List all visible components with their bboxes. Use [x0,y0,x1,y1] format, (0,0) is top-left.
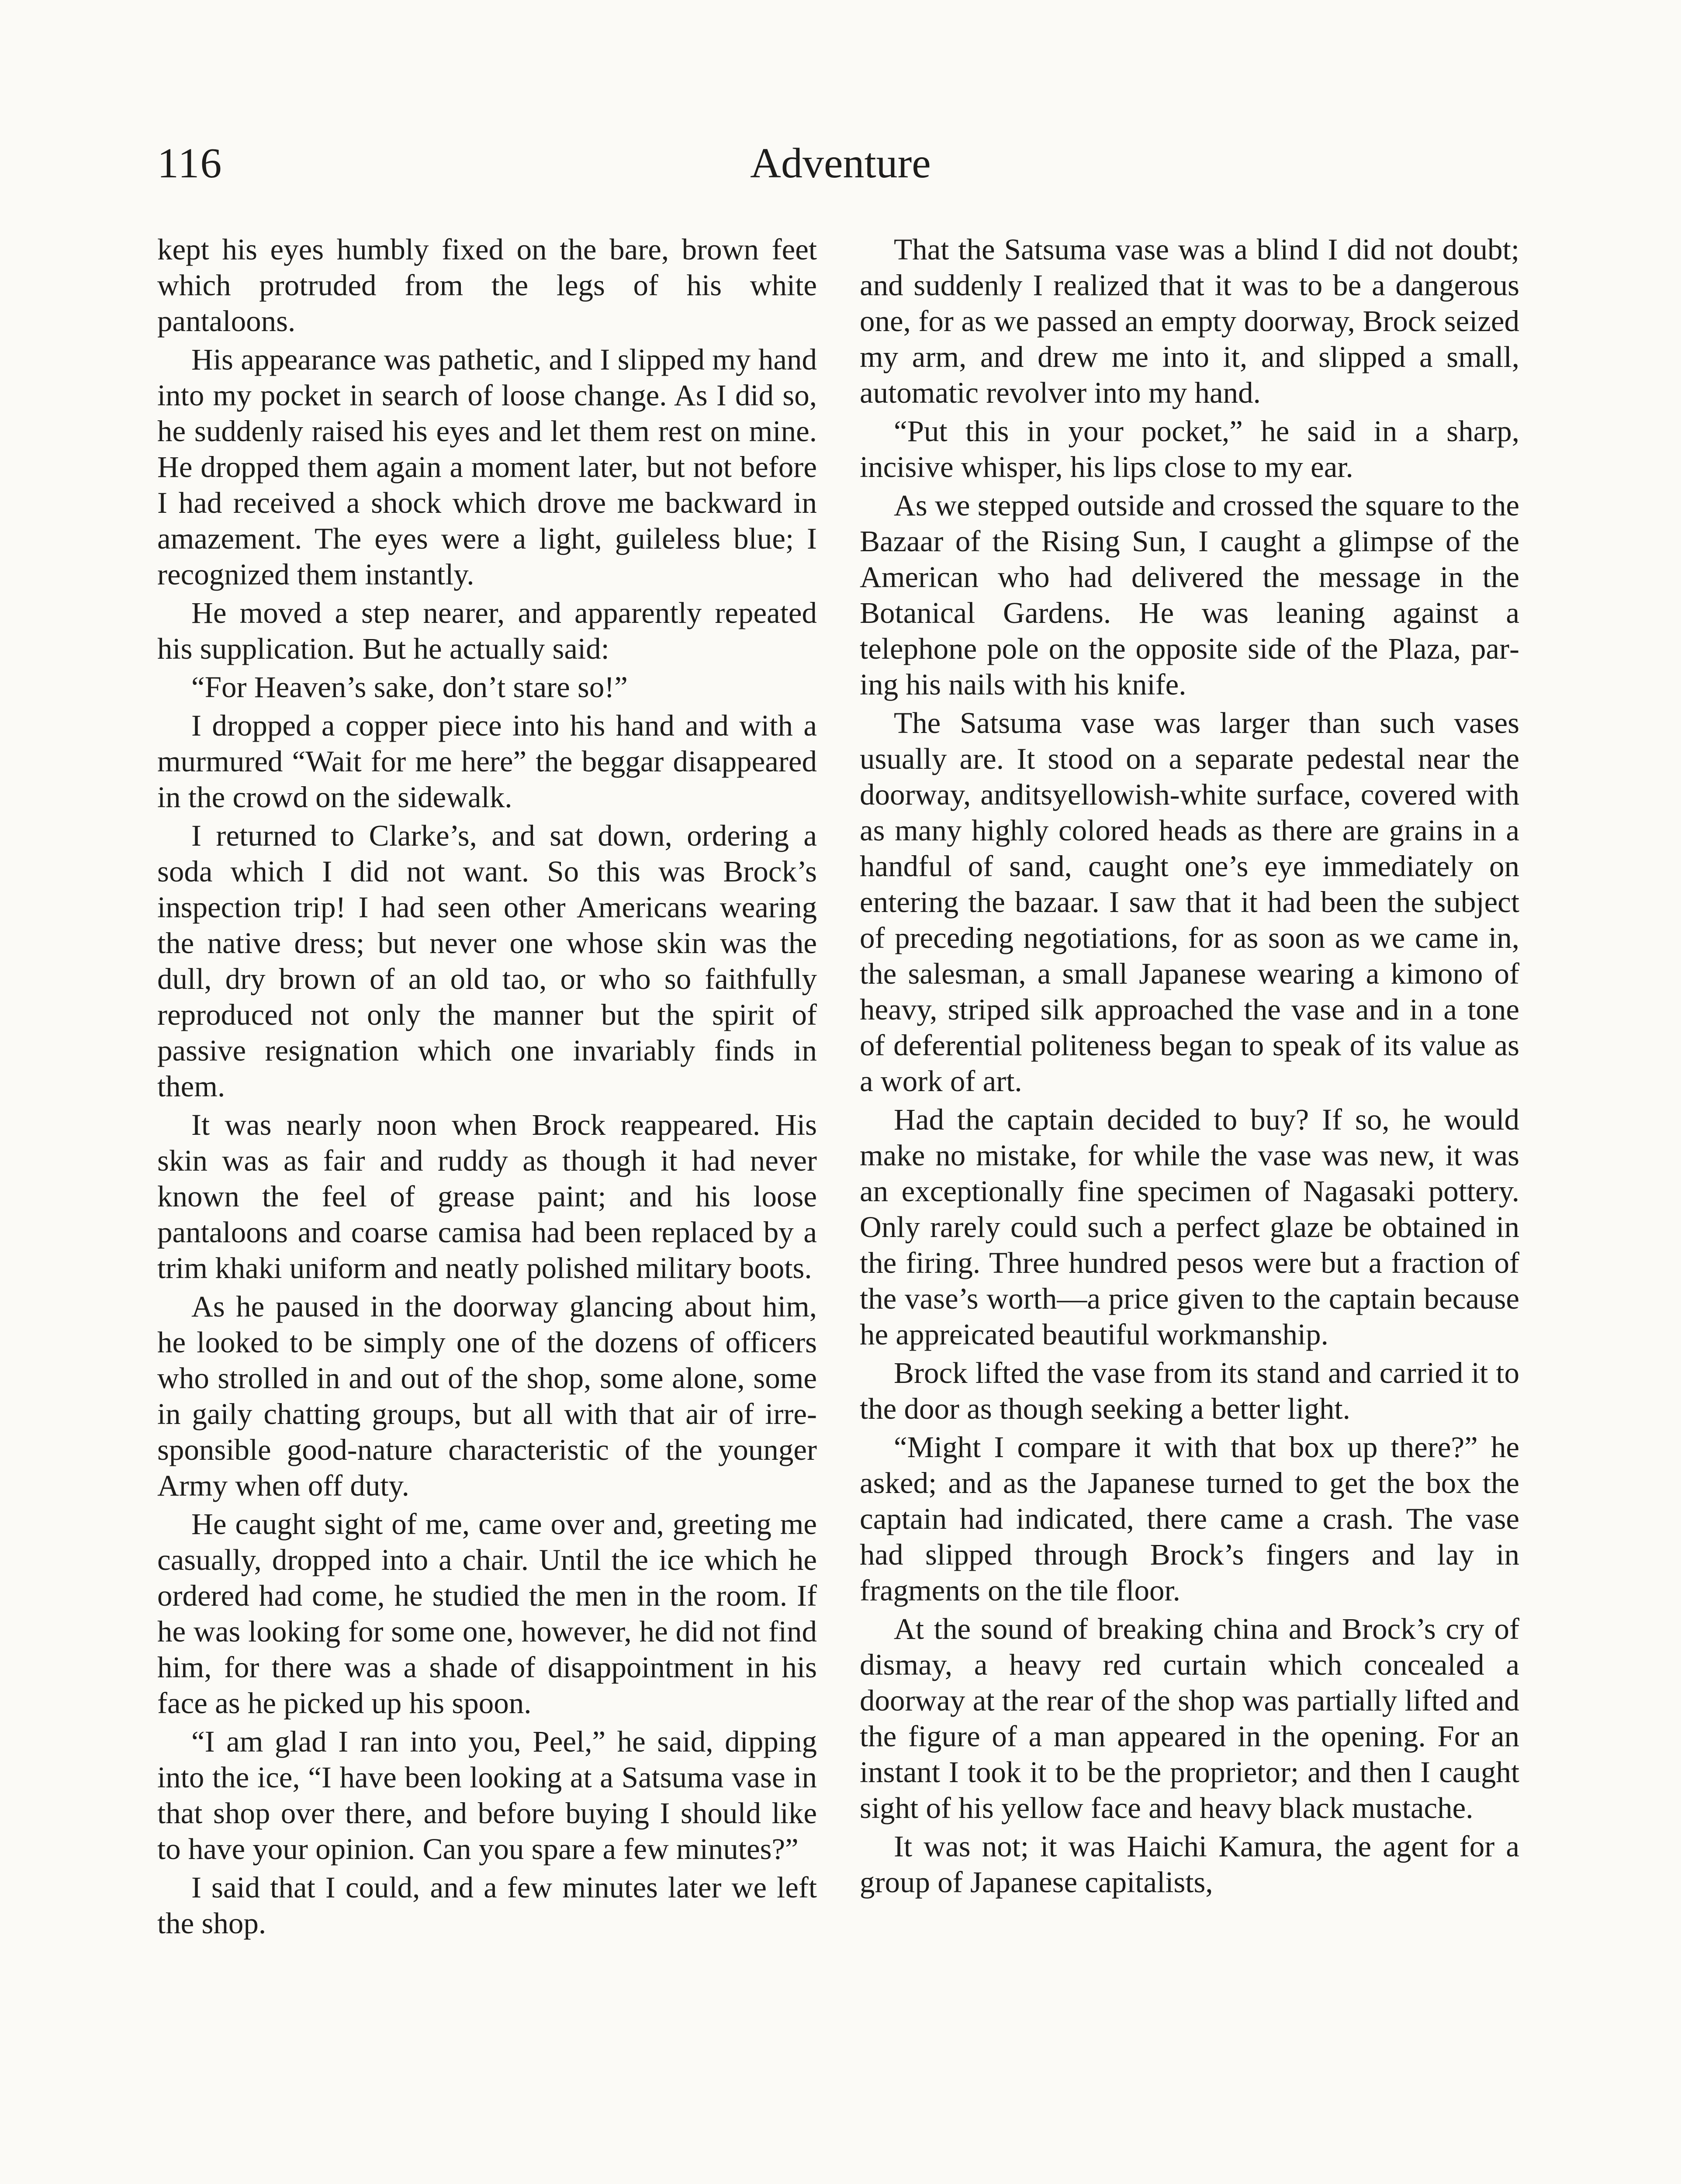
page-number: 116 [157,140,223,187]
paragraph: “I am glad I ran into you, Peel,” he said, dipping into the ice, “I have been looking at a Satsuma vase in that shop over there, and before buying I should like to have your opinion. Can you spare a few minutes?” [157,1725,817,1866]
paragraph: “Put this in your pocket,” he said in a sharp, incisive whisper, his lips close to my ear. [860,415,1519,484]
running-header [157,139,1524,204]
paragraph: The Satsuma vase was larger than such vases usually are. It stood on a separate pedestal near the doorway, anditsyellowish-white surface, covered with as many highly colored heads as there are grains in a handful of sand, caught one’s eye immediately on entering the bazaar. I saw that it had been the subject of preceding negotiations, for as soon as we came in, the salesman, a small Japanese wearing a kimono of heavy, striped silk approached the vase and in a tone of deferential politeness began to speak of its value as a work of art. [860,706,1519,1098]
paragraph: It was nearly noon when Brock reappeared. His skin was as fair and ruddy as though it had never known the feel of grease paint; and his loose pantaloons and coarse camisa had been replaced by a trim khaki uniform and neatly polished military boots. [157,1108,817,1285]
paragraph: “Might I compare it with that box up there?” he asked; and as the Japanese turned to get the box the captain had indicated, there came a crash. The vase had slipped through Brock’s fingers and lay in fragments on the tile floor. [860,1431,1519,1607]
paragraph: He caught sight of me, came over and, greeting me casually, dropped into a chair. Until the ice which he ordered had come, he studied the men in the room. If he was looking for some one, however, he did not find him, for there was a shade of disappointment in his face as he picked up his spoon. [157,1507,817,1720]
paragraph: kept his eyes humbly fixed on the bare, brown feet which protruded from the legs of his white pantaloons. [157,233,817,338]
paragraph: At the sound of breaking china and Brock’s cry of dismay, a heavy red curtain which concealed a doorway at the rear of the shop was partially lifted and the figure of a man appeared in the opening. For an instant I took it to be the proprietor; and then I caught sight of his yellow face and heavy black mustache. [860,1612,1519,1825]
running-title: Adventure [750,140,931,187]
paragraph: “For Heaven’s sake, don’t stare so!” [191,670,628,704]
paragraph: Brock lifted the vase from its stand and carried it to the door as though seeking a better light. [860,1356,1519,1425]
paragraph: He moved a step nearer, and apparently repeated his supplication. But he actually said: [157,596,817,665]
paragraph: It was not; it was Haichi Kamura, the agent for a group of Japanese capitalists, [860,1830,1519,1899]
paragraph: Had the captain decided to buy? If so, he would make no mistake, for while the vase was new, it was an exceptionally fine specimen of Nagasaki pottery. Only rarely could such a perfect glaze be obtained in the firing. Three hundred pesos were but a fraction of the vase’s worth—a price given to the captain because he appreicated beautiful workmanship. [860,1103,1519,1351]
paragraph: As he paused in the doorway glancing about him, he looked to be simply one of the dozens of officers who strolled in and out of the shop, some alone, some in gaily chatting groups, but all with that air of irresponsible good-nature characteristic of the younger Army when off duty. [157,1290,817,1502]
paragraph: As we stepped outside and crossed the square to the Bazaar of the Rising Sun, I caught a glimpse of the American who had delivered the message in the Botanical Gardens. He was leaning against a telephone pole on the opposite side of the Plaza, paring his nails with his knife. [860,489,1519,701]
right-column [860,232,1519,2184]
paragraph: I returned to Clarke’s, and sat down, ordering a soda which I did not want. So this was Brock’s inspection trip! I had seen other Americans wearing the native dress; but never one whose skin was the dull, dry brown of an old tao, or who so faithfully reproduced not only the manner but the spirit of passive resignation which one invariably finds in them. [157,819,817,1103]
paragraph: That the Satsuma vase was a blind I did not doubt; and suddenly I realized that it was to be a dangerous one, for as we passed an empty doorway, Brock seized my arm, and drew me into it, and slipped a small, automatic revolver into my hand. [860,233,1519,409]
paragraph: His appearance was pathetic, and I slipped my hand into my pocket in search of loose change. As I did so, he suddenly raised his eyes and let them rest on mine. He dropped them again a moment later, but not before I had received a shock which drove me backward in amazement. The eyes were a light, guileless blue; I recognized them instantly. [157,343,817,591]
paragraph: I dropped a copper piece into his hand and with a murmured “Wait for me here” the beggar disappeared in the crowd on the sidewalk. [157,709,817,814]
left-column [157,232,817,2184]
paragraph: I said that I could, and a few minutes later we left the shop. [157,1871,817,1940]
